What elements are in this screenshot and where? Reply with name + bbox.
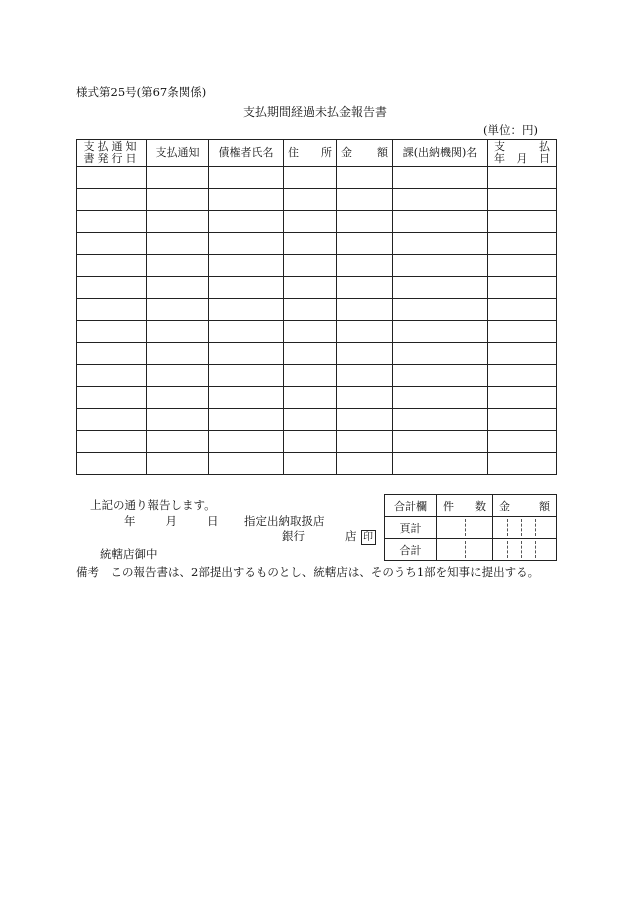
table-row [77, 453, 557, 475]
summary-page-count-cell[interactable] [437, 517, 493, 539]
summary-count-header [437, 495, 493, 517]
summary-amount-b: 額 [539, 499, 550, 513]
table-cell[interactable] [393, 255, 488, 277]
summary-count-b: 数 [475, 499, 486, 513]
table-cell[interactable] [147, 387, 209, 409]
summary-grand-total-label: 合計 [385, 539, 437, 561]
report-statement: 上記の通り報告します。 [90, 498, 216, 512]
unit-label: (単位：円) [483, 123, 538, 137]
table-cell[interactable] [284, 255, 337, 277]
summary-count-a: 件 [443, 499, 454, 513]
table-cell[interactable] [209, 189, 284, 211]
table-cell[interactable] [77, 321, 147, 343]
table-row [77, 299, 557, 321]
table-cell[interactable] [337, 431, 393, 453]
table-cell[interactable] [209, 167, 284, 189]
table-cell[interactable] [488, 343, 557, 365]
table-cell[interactable] [488, 321, 557, 343]
table-cell[interactable] [393, 453, 488, 475]
table-cell[interactable] [77, 233, 147, 255]
header-payment-notice: 支払通知 [147, 140, 209, 167]
table-cell[interactable] [209, 299, 284, 321]
branch-label: 店 [345, 529, 357, 543]
table-cell[interactable] [393, 321, 488, 343]
table-cell[interactable] [393, 431, 488, 453]
table-cell[interactable] [147, 211, 209, 233]
table-cell[interactable] [393, 277, 488, 299]
table-cell[interactable] [77, 387, 147, 409]
table-cell[interactable] [147, 255, 209, 277]
header-amount [337, 140, 393, 167]
table-cell[interactable] [337, 299, 393, 321]
summary-head-label: 合計欄 [385, 495, 437, 517]
summary-page-total-row [385, 517, 557, 539]
table-cell[interactable] [393, 211, 488, 233]
date-year: 年 [124, 514, 136, 528]
table-cell[interactable] [393, 233, 488, 255]
table-cell[interactable] [147, 321, 209, 343]
summary-amount-a: 金 [499, 499, 510, 513]
header-amount-a: 金 [341, 146, 352, 159]
header-issue-date [77, 140, 147, 167]
table-cell[interactable] [393, 189, 488, 211]
table-cell[interactable] [337, 387, 393, 409]
summary-page-amount-cell[interactable] [493, 517, 557, 539]
table-cell[interactable] [393, 299, 488, 321]
table-cell[interactable] [284, 189, 337, 211]
header-address [284, 140, 337, 167]
table-cell[interactable] [284, 277, 337, 299]
designated-branch-label: 指定出納取扱店 [244, 514, 325, 528]
header-year: 年 [494, 152, 505, 165]
date-month: 月 [165, 514, 177, 528]
table-cell[interactable] [77, 299, 147, 321]
table-cell[interactable] [337, 343, 393, 365]
table-cell[interactable] [337, 189, 393, 211]
table-cell[interactable] [488, 189, 557, 211]
header-payment-b: 払 [539, 140, 550, 153]
table-cell[interactable] [393, 409, 488, 431]
table-cell[interactable] [147, 189, 209, 211]
table-cell[interactable] [284, 431, 337, 453]
table-cell[interactable] [77, 167, 147, 189]
table-cell[interactable] [488, 167, 557, 189]
table-cell[interactable] [209, 453, 284, 475]
table-cell[interactable] [337, 167, 393, 189]
table-cell[interactable] [284, 453, 337, 475]
header-payment-a: 支 [494, 140, 505, 153]
table-cell[interactable] [488, 453, 557, 475]
table-row [77, 321, 557, 343]
table-cell[interactable] [393, 387, 488, 409]
remarks-note: 備考 この報告書は、2部提出するものとし、統轄店は、そのうち1部を知事に提出する。 [76, 565, 540, 579]
table-cell[interactable] [77, 453, 147, 475]
header-issue-date-line1: 支払通知 [83, 140, 140, 153]
table-cell[interactable] [488, 277, 557, 299]
supervising-branch: 統轄店御中 [100, 547, 158, 561]
table-cell[interactable] [393, 167, 488, 189]
summary-grand-count-cell[interactable] [437, 539, 493, 561]
table-cell[interactable] [337, 211, 393, 233]
table-cell[interactable] [284, 387, 337, 409]
table-cell[interactable] [209, 409, 284, 431]
table-row [77, 409, 557, 431]
table-cell[interactable] [284, 211, 337, 233]
table-cell[interactable] [147, 343, 209, 365]
table-cell[interactable] [147, 409, 209, 431]
header-day: 日 [539, 152, 550, 165]
table-cell[interactable] [284, 299, 337, 321]
header-section-name: 課(出納機関)名 [393, 140, 488, 167]
table-cell[interactable] [77, 211, 147, 233]
table-cell[interactable] [147, 167, 209, 189]
table-cell[interactable] [209, 321, 284, 343]
table-cell[interactable] [337, 233, 393, 255]
table-cell[interactable] [77, 277, 147, 299]
table-cell[interactable] [147, 233, 209, 255]
table-cell[interactable] [337, 321, 393, 343]
table-cell[interactable] [337, 409, 393, 431]
table-cell[interactable] [209, 277, 284, 299]
summary-page-total-label: 頁計 [385, 517, 437, 539]
table-cell[interactable] [284, 321, 337, 343]
table-row [77, 343, 557, 365]
table-cell[interactable] [284, 365, 337, 387]
bank-label: 銀行 [282, 529, 305, 543]
header-address-b: 所 [321, 146, 332, 159]
header-amount-b: 額 [377, 146, 388, 159]
header-address-a: 住 [288, 146, 299, 159]
report-table [76, 139, 557, 475]
table-cell[interactable] [209, 255, 284, 277]
table-cell[interactable] [284, 167, 337, 189]
table-header-row [77, 140, 557, 167]
table-cell[interactable] [488, 233, 557, 255]
table-cell[interactable] [209, 387, 284, 409]
table-cell[interactable] [284, 233, 337, 255]
seal-mark: 印 [361, 530, 376, 545]
summary-header-row [385, 495, 557, 517]
table-cell[interactable] [337, 255, 393, 277]
summary-amount-header [493, 495, 557, 517]
table-cell[interactable] [209, 233, 284, 255]
table-row [77, 387, 557, 409]
summary-grand-amount-cell[interactable] [493, 539, 557, 561]
table-cell[interactable] [488, 211, 557, 233]
header-creditor-name: 債権者氏名 [209, 140, 284, 167]
header-issue-date-line2: 書発行日 [83, 152, 140, 165]
table-cell[interactable] [337, 277, 393, 299]
summary-grand-total-row [385, 539, 557, 561]
header-month: 月 [516, 152, 528, 165]
header-payment-date [488, 140, 557, 167]
summary-table [384, 494, 557, 561]
table-cell[interactable] [209, 365, 284, 387]
table-cell[interactable] [147, 365, 209, 387]
table-cell[interactable] [284, 343, 337, 365]
bank-line [282, 528, 376, 545]
table-cell[interactable] [147, 453, 209, 475]
table-cell[interactable] [488, 255, 557, 277]
table-cell[interactable] [488, 431, 557, 453]
table-cell[interactable] [393, 365, 488, 387]
table-cell[interactable] [147, 277, 209, 299]
table-row [77, 255, 557, 277]
table-row [77, 233, 557, 255]
table-cell[interactable] [209, 431, 284, 453]
table-row [77, 189, 557, 211]
table-row [77, 365, 557, 387]
form-number: 様式第25号(第67条関係) [76, 85, 207, 99]
table-row [77, 211, 557, 233]
report-date [124, 513, 219, 529]
table-cell[interactable] [209, 211, 284, 233]
table-cell[interactable] [77, 409, 147, 431]
table-row [77, 277, 557, 299]
table-cell[interactable] [488, 387, 557, 409]
table-cell[interactable] [77, 189, 147, 211]
table-row [77, 431, 557, 453]
table-cell[interactable] [77, 365, 147, 387]
document-title: 支払期間経過未払金報告書 [242, 105, 387, 119]
table-cell[interactable] [284, 409, 337, 431]
table-row [77, 167, 557, 189]
table-cell[interactable] [393, 343, 488, 365]
table-cell[interactable] [77, 431, 147, 453]
table-cell[interactable] [147, 431, 209, 453]
table-cell[interactable] [77, 255, 147, 277]
table-cell[interactable] [488, 365, 557, 387]
table-cell[interactable] [488, 409, 557, 431]
table-cell[interactable] [488, 299, 557, 321]
table-cell[interactable] [209, 343, 284, 365]
table-cell[interactable] [337, 365, 393, 387]
table-cell[interactable] [77, 343, 147, 365]
table-cell[interactable] [337, 453, 393, 475]
date-day: 日 [207, 514, 219, 528]
table-cell[interactable] [147, 299, 209, 321]
